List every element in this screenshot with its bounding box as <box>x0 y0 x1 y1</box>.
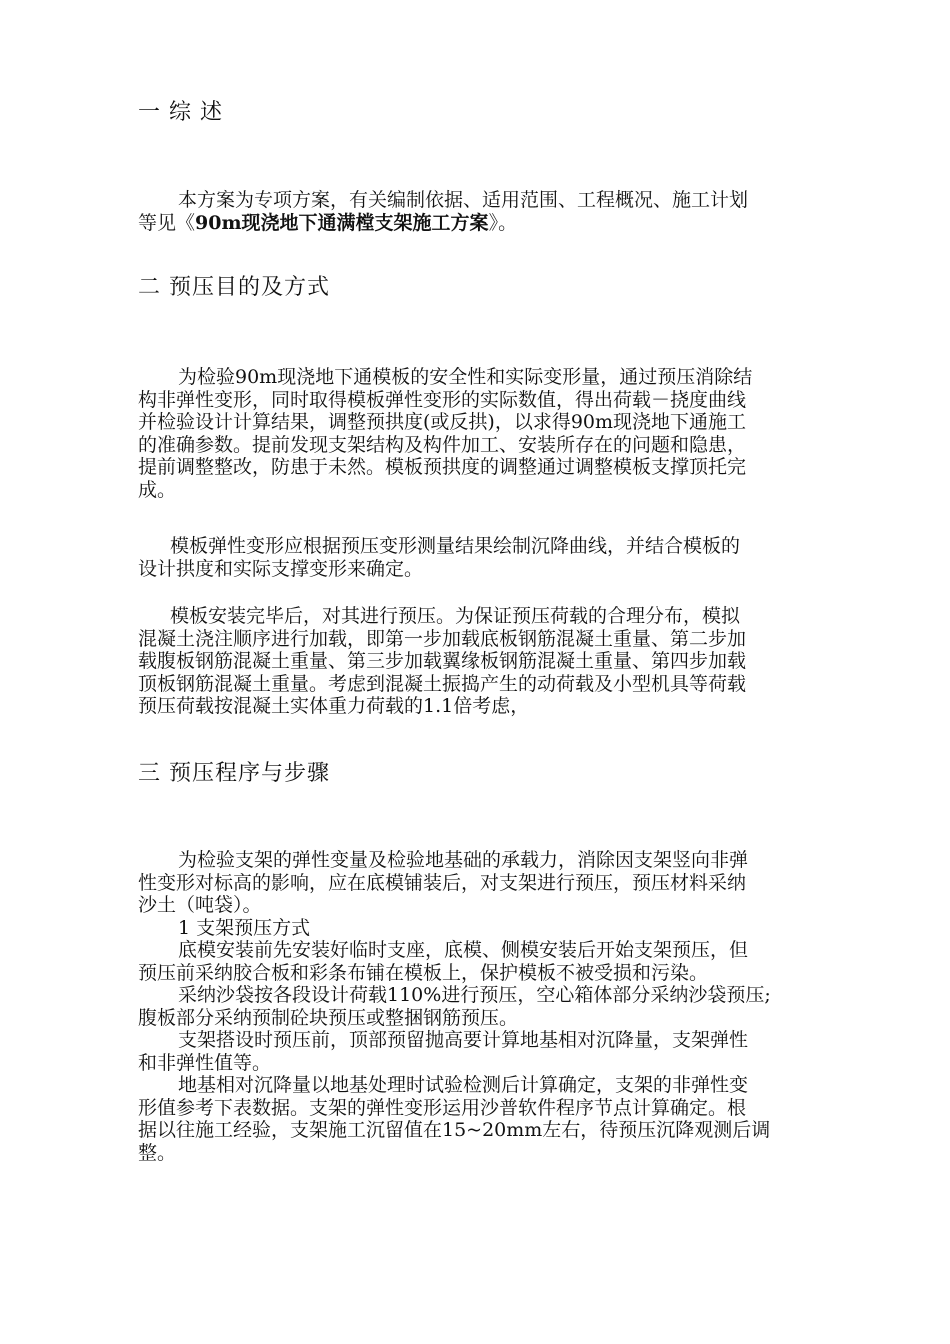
section-heading-preload-procedure: 三 预压程序与步骤 <box>138 761 330 786</box>
section-heading-overview: 一 综 述 <box>138 100 223 125</box>
paragraph-line: 腹板部分采纳预制砼块预压或整捆钢筋预压。 <box>138 1006 519 1029</box>
paragraph-line: 为检验90m现浇地下通模板的安全性和实际变形量，通过预压消除结 <box>178 366 753 388</box>
paragraph-line: 构非弹性变形，同时取得模板弹性变形的实际数值，得出荷载－挠度曲线 <box>138 388 747 411</box>
paragraph-preload-procedure <box>138 849 860 1164</box>
paragraph-elastic-deformation <box>138 535 860 580</box>
paragraph-line: 和非弹性值等。 <box>138 1051 272 1074</box>
paragraph-line: 本方案为专项方案，有关编制依据、适用范围、工程概况、施工计划 <box>178 189 749 211</box>
text-fragment: 》。 <box>488 211 518 234</box>
section-heading-preload-purpose: 二 预压目的及方式 <box>138 275 330 300</box>
paragraph-line: 载腹板钢筋混凝土重量、第三步加载翼缘板钢筋混凝土重量、第四步加载 <box>138 650 747 672</box>
paragraph-scope <box>138 189 860 234</box>
paragraph-line: 为检验支架的弹性变量及检验地基础的承载力，消除因支架竖向非弹 <box>178 849 749 871</box>
paragraph-line: 整。 <box>138 1141 177 1164</box>
paragraph-loading-sequence <box>138 605 860 718</box>
paragraph-preload-purpose <box>138 366 860 501</box>
paragraph-line: 模板安装完毕后，对其进行预压。为保证预压荷载的合理分布，模拟 <box>170 605 741 627</box>
paragraph-line: 地基相对沉降量以地基处理时试验检测后计算确定，支架的非弹性变 <box>178 1074 749 1096</box>
paragraph-line: 混凝土浇注顺序进行加载，即第一步加载底板钢筋混凝土重量、第二步加 <box>138 627 747 650</box>
paragraph-line: 顶板钢筋混凝土重量。考虑到混凝土振捣产生的动荷载及小型机具等荷载 <box>138 672 747 695</box>
paragraph-line: 预压荷载按混凝土实体重力荷载的1.1倍考虑， <box>138 695 530 717</box>
referenced-plan-title: 90m现浇地下通满樘支架施工方案 <box>195 211 489 234</box>
paragraph-line: 设计拱度和实际支撑变形来确定。 <box>138 557 424 580</box>
paragraph-line <box>138 212 860 235</box>
subsection-heading: 1 支架预压方式 <box>178 916 311 939</box>
paragraph-line: 沙土（吨袋）。 <box>138 894 262 916</box>
paragraph-line: 据以往施工经验，支架施工沉留值在15~20mm左右，待预压沉降观测后调 <box>138 1119 771 1141</box>
paragraph-line: 预压前采纳胶合板和彩条布铺在模板上，保护模板不被受损和污染。 <box>138 961 709 984</box>
paragraph-line: 支架搭设时预压前，顶部预留抛高要计算地基相对沉降量，支架弹性 <box>178 1029 749 1051</box>
paragraph-line: 模板弹性变形应根据预压变形测量结果绘制沉降曲线，并结合模板的 <box>170 535 741 557</box>
paragraph-line: 形值参考下表数据。支架的弹性变形运用沙普软件程序节点计算确定。根 <box>138 1096 747 1119</box>
paragraph-line: 性变形对标高的影响，应在底模铺装后，对支架进行预压，预压材料采纳 <box>138 871 747 894</box>
text-fragment: 等见《 <box>138 211 196 234</box>
paragraph-line: 采纳沙袋按各段设计荷载110%进行预压，空心箱体部分采纳沙袋预压; <box>178 984 771 1006</box>
paragraph-line: 成。 <box>138 478 177 501</box>
paragraph-line: 底模安装前先安装好临时支座，底模、侧模安装后开始支架预压，但 <box>178 939 749 961</box>
paragraph-line: 的准确参数。提前发现支架结构及构件加工、安装所存在的问题和隐患， <box>138 433 747 456</box>
paragraph-line: 提前调整整改，防患于未然。模板预拱度的调整通过调整模板支撑顶托完 <box>138 456 747 478</box>
paragraph-line: 并检验设计计算结果，调整预拱度(或反拱)，以求得90m现浇地下通施工 <box>138 411 747 433</box>
